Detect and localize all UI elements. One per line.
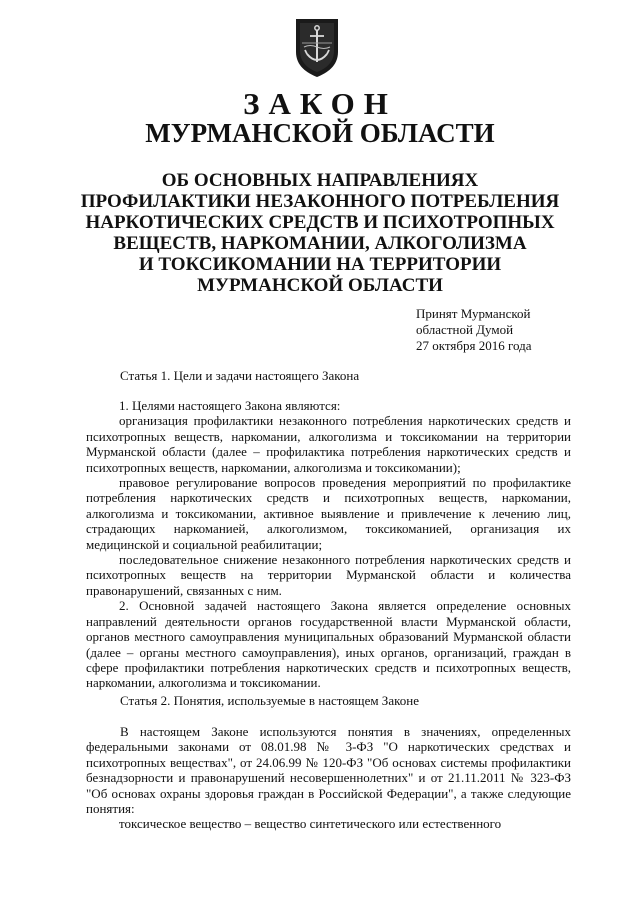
subject-line: ОБ ОСНОВНЫХ НАПРАВЛЕНИЯХ (161, 170, 479, 191)
adoption-line: областной Думой (416, 322, 514, 337)
law-title: ЗАКОН (243, 86, 397, 121)
article-2-heading: Статья 2. Понятия, используемые в настоящем Законе (120, 693, 419, 708)
adoption-line: Принят Мурманской (416, 306, 531, 321)
subject-line: И ТОКСИКОМАНИИ НА ТЕРРИТОРИИ (138, 254, 502, 275)
subject-line: МУРМАНСКОЙ ОБЛАСТИ (197, 275, 443, 296)
paragraph: правовое регулирование вопросов проведения мероприятий по профилактике потребления наркотических средств и психотропных веществ, наркомании, алкоголизма и токсикомании, активное выявление и привлечение к лечению лиц, страдающих наркоманией, алкоголизмом, токсикоманией, организация их медицинской и социальной реабилитации; (86, 475, 571, 552)
subject-line: НАРКОТИЧЕСКИХ СРЕДСТВ И ПСИХОТРОПНЫХ (85, 212, 555, 233)
paragraph: В настоящем Законе используются понятия в значениях, определенных федеральными законами от 08.01.98 № 3-ФЗ "О наркотических средствах и психотропных веществах", от 24.06.99 № 120-ФЗ "Об основах системы профилактики безнадзорности и правонарушений несовершеннолетних" и от 21.11.2011 № 323-ФЗ "Об основах охраны здоровья граждан в Российской Федерации", а также следующие понятия: (86, 724, 571, 817)
adoption-note (416, 306, 532, 354)
article-1-heading: Статья 1. Цели и задачи настоящего Закона (120, 368, 360, 383)
article-2-body (86, 724, 571, 832)
region-title: МУРМАНСКОЙ ОБЛАСТИ (145, 118, 495, 148)
subject-line: ПРОФИЛАКТИКИ НЕЗАКОННОГО ПОТРЕБЛЕНИЯ (80, 191, 560, 212)
adoption-date: 27 октября 2016 года (416, 338, 532, 353)
paragraph: 1. Целями настоящего Закона являются: (119, 398, 341, 413)
law-subject (80, 170, 560, 296)
paragraph: организация профилактики незаконного потребления наркотических средств и психотропных веществ, наркомании, алкоголизма и токсикомании на территории Мурманской области (далее – профилактика потребления наркотических средств и психотропных веществ, наркомании, алкоголизма и токсикомании); (86, 413, 571, 475)
paragraph: токсическое вещество – вещество синтетического или естественного (119, 816, 502, 832)
article-1-body (86, 398, 571, 691)
subject-line: ВЕЩЕСТВ, НАРКОМАНИИ, АЛКОГОЛИЗМА (113, 233, 527, 254)
paragraph: 2. Основной задачей настоящего Закона является определение основных направлений деятельности органов государственной власти Мурманской области, органов местного самоуправления муниципальных образований Мурманской области (далее – органы местного самоуправления), иных органов, организаций, граждан в сфере профилактики потребления наркотических средств и психотропных веществ, наркомании, алкоголизма и токсикомании. (86, 598, 571, 691)
paragraph: последовательное снижение незаконного потребления наркотических средств и психотропных веществ на территории Мурманской области и количества правонарушений, связанных с ним. (86, 552, 571, 598)
murmansk-coat-of-arms-icon (293, 16, 341, 78)
